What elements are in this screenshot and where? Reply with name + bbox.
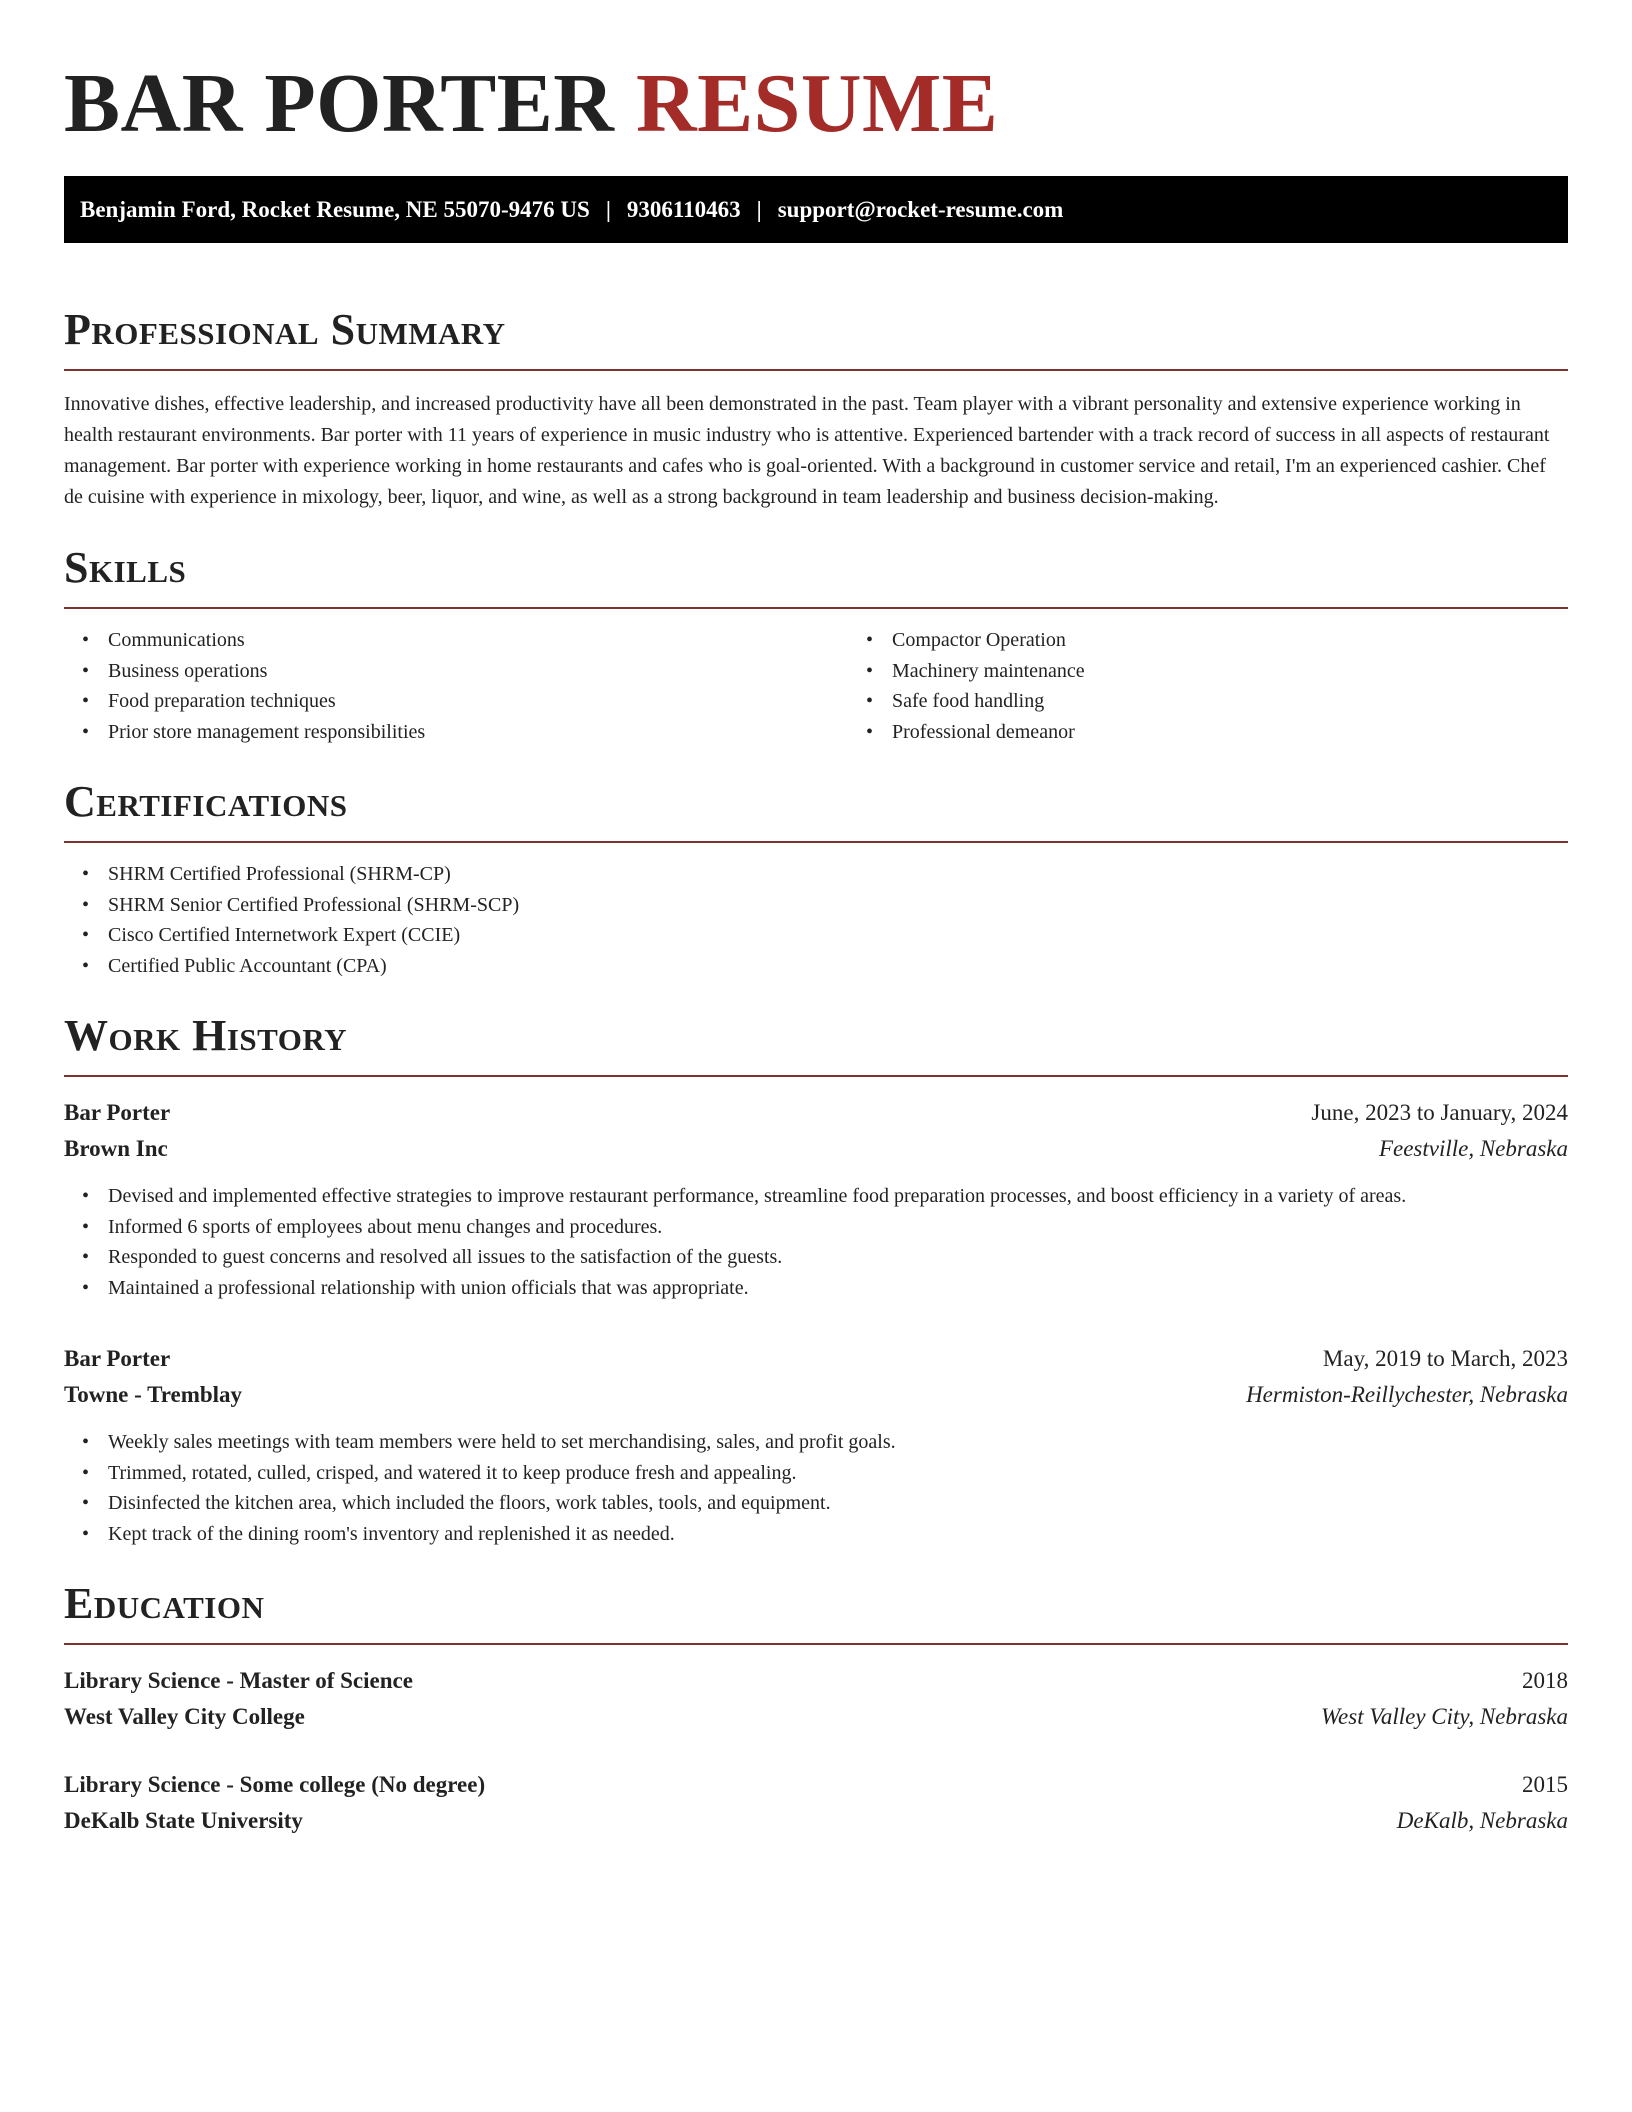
skills-list-left: [64, 625, 848, 747]
work-history-section: [64, 1011, 1568, 1549]
education-location: West Valley City, Nebraska: [1320, 1704, 1568, 1729]
job-title: Bar Porter: [64, 1346, 171, 1371]
job-header-row: [64, 1095, 1568, 1131]
skill-item: • Professional demeanor: [892, 717, 1632, 748]
job-bullet: • Kept track of the dining room's inventory and replenished it as needed.: [108, 1519, 1568, 1550]
section-divider: [64, 1075, 1568, 1077]
certifications-list: [64, 859, 1568, 981]
education-entry: [64, 1767, 1568, 1839]
certifications-section: [64, 777, 1568, 981]
section-title-summary: Professional Summary: [64, 305, 506, 354]
certification-item: • Certified Public Accountant (CPA): [108, 951, 1568, 982]
education-school-row: [64, 1803, 1568, 1839]
job-dates: May, 2019 to March, 2023: [1322, 1346, 1568, 1371]
skill-item: • Compactor Operation: [892, 625, 1632, 656]
job-entry: [64, 1341, 1568, 1549]
education-degree: Library Science - Some college (No degree): [64, 1772, 486, 1797]
section-title-work: Work History: [64, 1011, 348, 1060]
skill-item: • Safe food handling: [892, 686, 1632, 717]
job-header-row: [64, 1341, 1568, 1377]
section-title-education: Education: [64, 1579, 265, 1628]
section-divider: [64, 841, 1568, 843]
summary-section: [64, 305, 1568, 513]
job-bullet: • Informed 6 sports of employees about menu changes and procedures.: [108, 1212, 1568, 1243]
resume-title: [64, 0, 1568, 152]
job-company-row: [64, 1131, 1568, 1167]
skill-item: • Communications: [108, 625, 848, 656]
job-title: Bar Porter: [64, 1100, 171, 1125]
education-school: West Valley City College: [64, 1704, 305, 1729]
job-bullet: • Trimmed, rotated, culled, crisped, and watered it to keep produce fresh and appealing.: [108, 1458, 1568, 1489]
education-year: 2018: [1522, 1668, 1568, 1693]
job-location: Hermiston-Reillychester, Nebraska: [1246, 1382, 1568, 1407]
job-bullet: • Weekly sales meetings with team members were held to set merchandising, sales, and profit goals.: [108, 1427, 1568, 1458]
education-location: DeKalb, Nebraska: [1396, 1808, 1568, 1833]
job-bullets: [64, 1427, 1568, 1549]
section-divider: [64, 369, 1568, 371]
job-bullet: • Maintained a professional relationship with union officials that was appropriate.: [108, 1273, 1568, 1304]
education-degree: Library Science - Master of Science: [64, 1668, 413, 1693]
contact-bar: [64, 176, 1568, 243]
contact-address: Benjamin Ford, Rocket Resume, NE 55070-9476 US: [80, 196, 590, 222]
job-company: Brown Inc: [64, 1136, 168, 1161]
contact-email[interactable]: support@rocket-resume.com: [777, 196, 1064, 222]
job-dates: June, 2023 to January, 2024: [1311, 1100, 1568, 1125]
contact-separator: |: [756, 196, 762, 222]
certification-item: • Cisco Certified Internetwork Expert (CCIE): [108, 920, 1568, 951]
skill-item: • Business operations: [108, 656, 848, 687]
contact-phone[interactable]: 9306110463: [626, 196, 741, 222]
job-bullets: [64, 1181, 1568, 1303]
contact-separator: |: [605, 196, 611, 222]
education-school-row: [64, 1699, 1568, 1735]
job-location: Feestville, Nebraska: [1378, 1136, 1568, 1161]
certification-item: • SHRM Senior Certified Professional (SHRM-SCP): [108, 890, 1568, 921]
section-title-skills: Skills: [64, 543, 187, 592]
education-section: [64, 1579, 1568, 1839]
job-company-row: [64, 1377, 1568, 1413]
education-degree-row: [64, 1767, 1568, 1803]
education-entry: [64, 1663, 1568, 1735]
education-year: 2015: [1522, 1772, 1568, 1797]
education-degree-row: [64, 1663, 1568, 1699]
section-divider: [64, 1643, 1568, 1645]
certification-item: • SHRM Certified Professional (SHRM-CP): [108, 859, 1568, 890]
skills-columns: [64, 609, 1568, 747]
skills-section: [64, 543, 1568, 747]
skill-item: • Prior store management responsibilities: [108, 717, 848, 748]
summary-text: Innovative dishes, effective leadership, and increased productivity have all been demonstrated in the past. Team player with a vibrant personality and extensive experience working in health restaurant environments. Bar porter with 11 years of experience in music industry who is attentive. Experienced bartender with a track record of success in all aspects of restaurant management. Bar porter with experience working in home restaurants and cafes who is goal-oriented. With a background in customer service and retail, I'm an experienced cashier. Chef de cuisine with experience in mixology, beer, liquor, and wine, as well as a strong background in team leadership and business decision-making.: [64, 393, 1550, 508]
title-resume: RESUME: [635, 57, 999, 150]
section-title-certifications: Certifications: [64, 777, 348, 826]
title-job: BAR PORTER: [64, 57, 615, 150]
skills-list-right: [848, 625, 1632, 747]
job-bullet: • Disinfected the kitchen area, which included the floors, work tables, tools, and equipment.: [108, 1488, 1568, 1519]
job-bullet: • Responded to guest concerns and resolved all issues to the satisfaction of the guests.: [108, 1242, 1568, 1273]
job-company: Towne - Tremblay: [64, 1382, 243, 1407]
job-entry: [64, 1095, 1568, 1303]
education-school: DeKalb State University: [64, 1808, 303, 1833]
job-bullet: • Devised and implemented effective strategies to improve restaurant performance, streamline food preparation processes, and boost efficiency in a variety of areas.: [108, 1181, 1568, 1212]
skill-item: • Food preparation techniques: [108, 686, 848, 717]
skill-item: • Machinery maintenance: [892, 656, 1632, 687]
